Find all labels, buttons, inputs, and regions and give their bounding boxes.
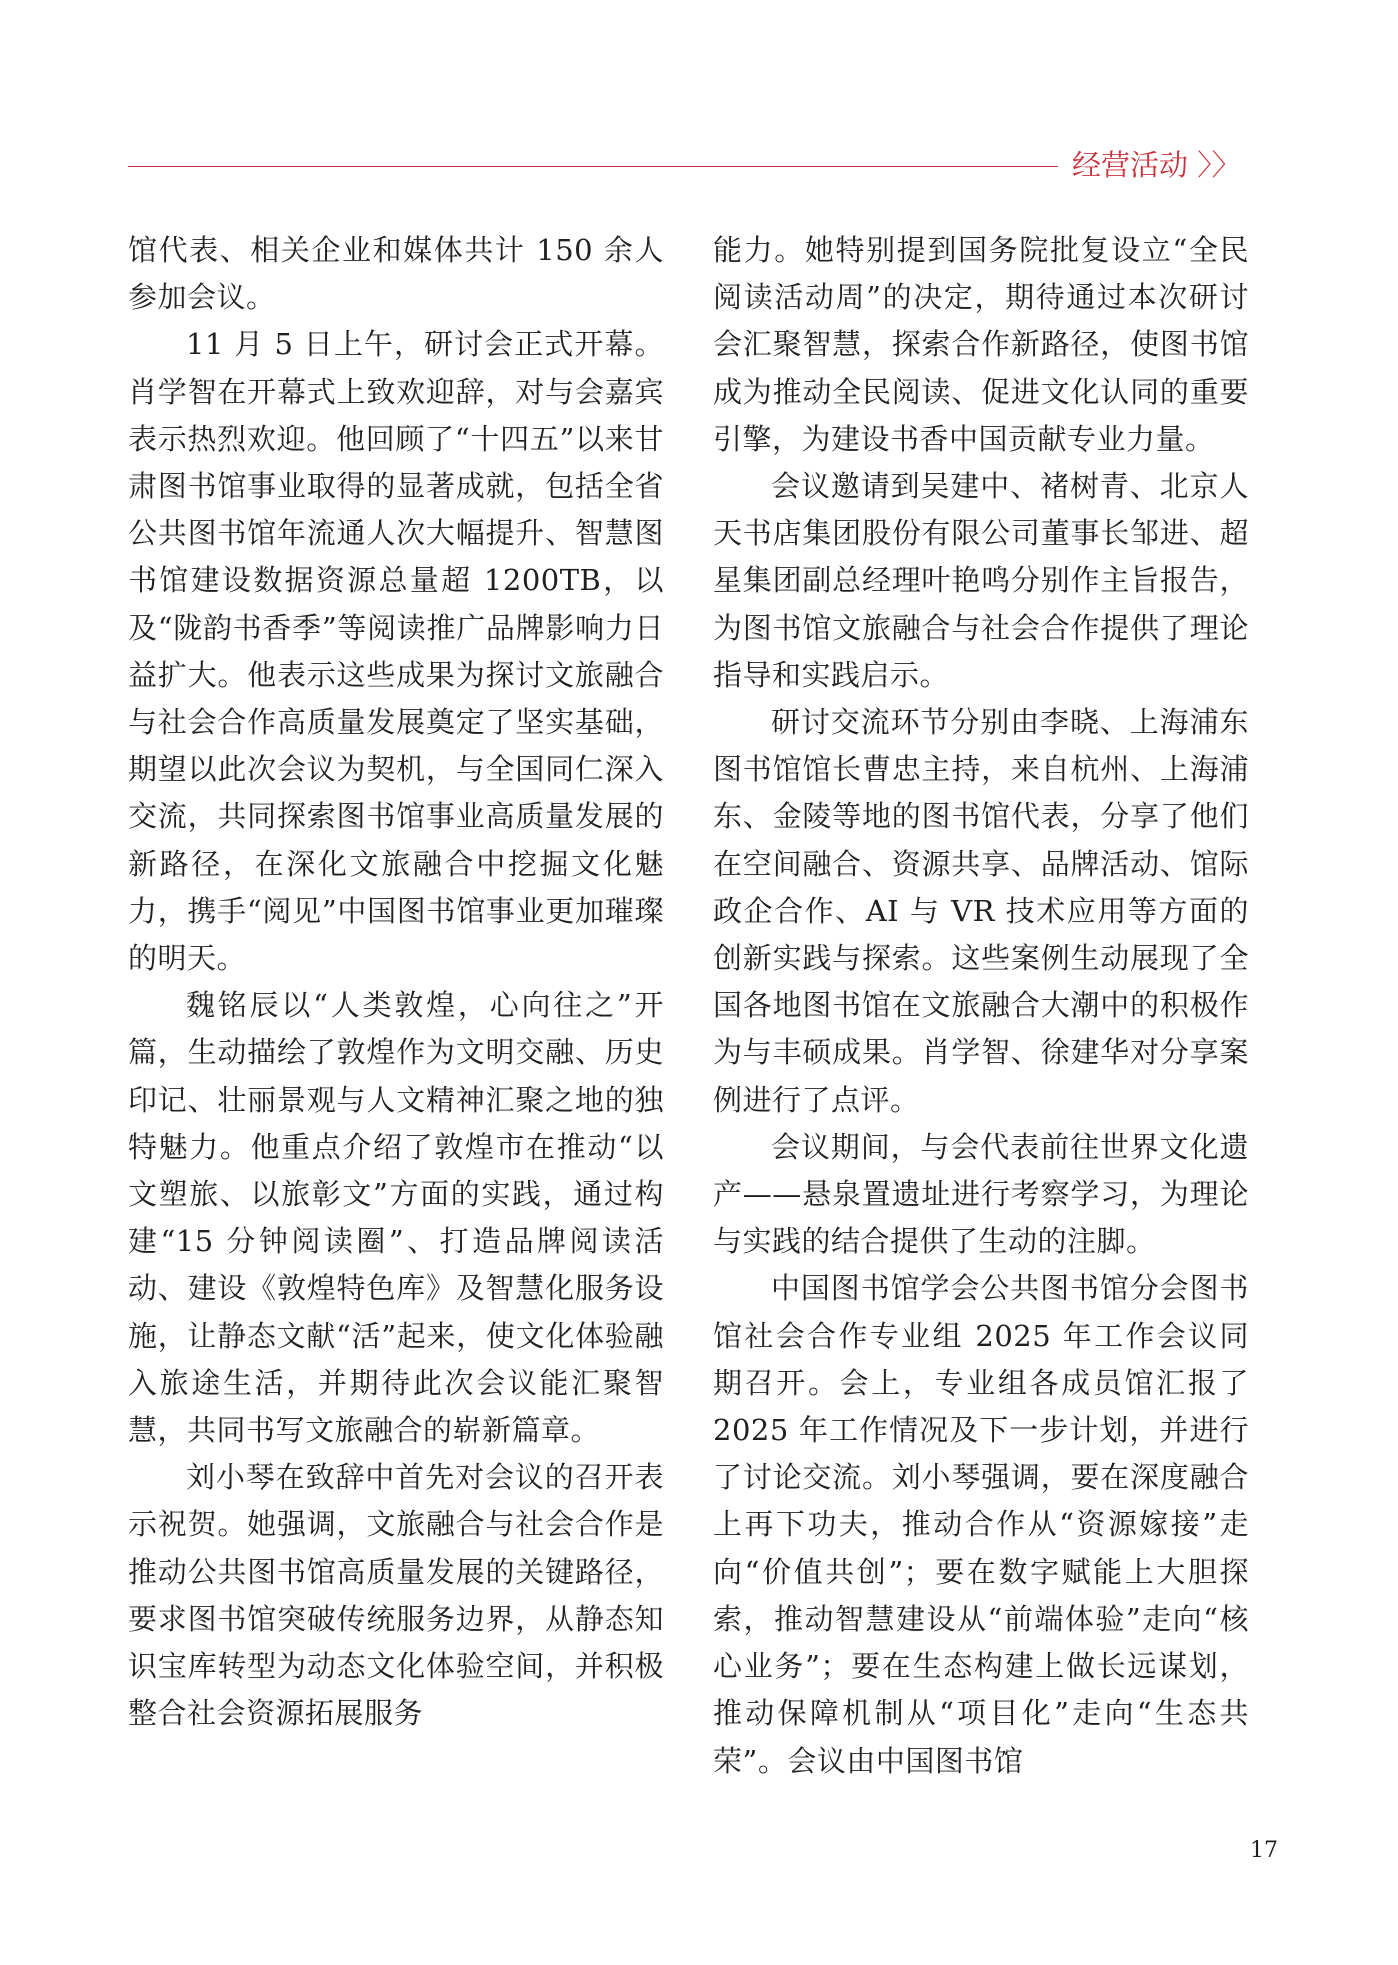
paragraph: 馆代表、相关企业和媒体共计 150 余人参加会议。 [128,233,664,315]
paragraph: 魏铭辰以“人类敦煌，心向往之”开篇，生动描绘了敦煌作为文明交融、历史印记、壮丽景观与人文精神汇聚之地的独特魅力。他重点介绍了敦煌市在推动“以文塑旅、以旅彰文”方面的实践，通过构建“15 分钟阅读圈”、打造品牌阅读活动、建设《敦煌特色库》及智慧化服务设施，让静态文献“活”起来，使文化体验融入旅途生活，并期待此次会议能汇聚智慧，共同书写文旅融合的崭新篇章。 [128,988,664,1448]
paragraph: 刘小琴在致辞中首先对会议的召开表示祝贺。她强调，文旅融合与社会合作是推动公共图书馆高质量发展的关键路径，要求图书馆突破传统服务边界，从静态知识宝库转型为动态文化体验空间，并积极整合社会资源拓展服务 [128,1460,664,1731]
left-column [128,227,664,1738]
header-rule [128,166,1058,167]
section-label: 经营活动 〉〉 [1072,148,1241,182]
paragraph: 研讨交流环节分别由李晓、上海浦东图书馆馆长曹忠主持，来自杭州、上海浦东、金陵等地的图书馆代表，分享了他们在空间融合、资源共享、品牌活动、馆际政企合作、AI 与 VR 技术应用等方面的创新实践与探索。这些案例生动展现了全国各地图书馆在文旅融合大潮中的积极作为与丰硕成果。肖学智、徐建华对分享案例进行了点评。 [713,705,1249,1117]
page-number: 17 [1250,1838,1278,1863]
paragraph: 11 月 5 日上午，研讨会正式开幕。肖学智在开幕式上致欢迎辞，对与会嘉宾表示热烈欢迎。他回顾了“十四五”以来甘肃图书馆事业取得的显著成就，包括全省公共图书馆年流通人次大幅提升、智慧图书馆建设数据资源总量超 1200TB，以及“陇韵书香季”等阅读推广品牌影响力日益扩大。他表示这些成果为探讨文旅融合与社会合作高质量发展奠定了坚实基础，期望以此次会议为契机，与全国同仁深入交流，共同探索图书馆事业高质量发展的新路径，在深化文旅融合中挖掘文化魅力，携手“阅见”中国图书馆事业更加璀璨的明天。 [128,327,664,976]
right-column [713,227,1249,1785]
paragraph: 会议邀请到吴建中、褚树青、北京人天书店集团股份有限公司董事长邹进、超星集团副总经理叶艳鸣分别作主旨报告，为图书馆文旅融合与社会合作提供了理论指导和实践启示。 [713,469,1249,692]
paragraph: 中国图书馆学会公共图书馆分会图书馆社会合作专业组 2025 年工作会议同期召开。会上，专业组各成员馆汇报了 2025 年工作情况及下一步计划，并进行了讨论交流。刘小琴强调，要在深度融合上再下功夫，推动合作从“资源嫁接”走向“价值共创”；要在数字赋能上大胆探索，推动智慧建设从“前端体验”走向“核心业务”；要在生态构建上做长远谋划，推动保障机制从“项目化”走向“生态共荣”。会议由中国图书馆 [713,1271,1249,1778]
paragraph: 会议期间，与会代表前往世界文化遗产——悬泉置遗址进行考察学习，为理论与实践的结合提供了生动的注脚。 [713,1129,1249,1259]
paragraph: 能力。她特别提到国务院批复设立“全民阅读活动周”的决定，期待通过本次研讨会汇聚智慧，探索合作新路径，使图书馆成为推动全民阅读、促进文化认同的重要引擎，为建设书香中国贡献专业力量。 [713,233,1249,456]
